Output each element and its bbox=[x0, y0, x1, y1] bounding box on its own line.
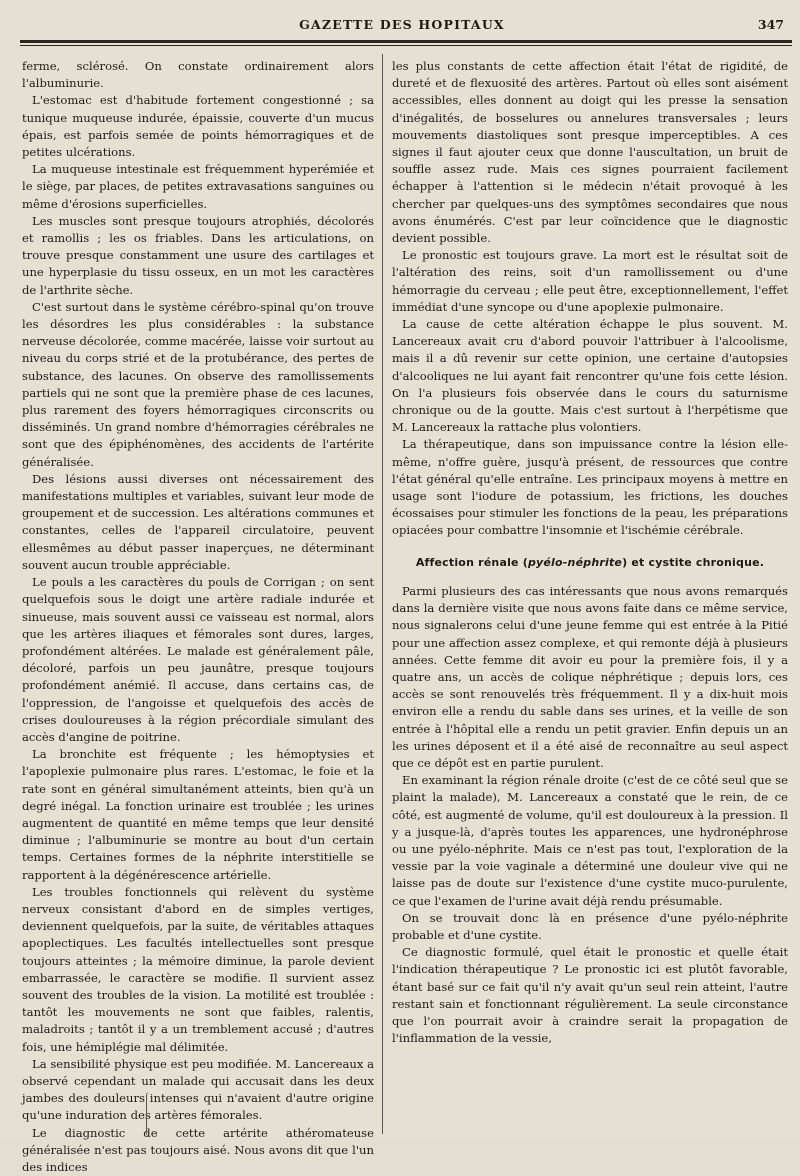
paragraph: La bronchite est fréquente ; les hémoptysies et l'apoplexie pulmonaire plus rares. L'estomac, le foie et la rate sont en général simultanément atteints, bien qu'à un degré inégal. La fonction urinaire est troublée ; les urines augmentent de quantité en même temps que leur densité diminue ; l'albuminurie se montre au bout d'un certain temps. Certaines formes de la néphrite interstitielle se rapportent à la dégénérescence artérielle. bbox=[22, 747, 374, 882]
section-heading-prefix: Affection rénale ( bbox=[415, 555, 528, 569]
paragraph: Les muscles sont presque toujours atrophiés, décolorés et ramollis ; les os friables. Dans les articulations, on trouve presque constamment une usure des cartilages et une hyperplasie du tissu osseux, en un mot les caractères de l'arthrite sèche. bbox=[22, 213, 374, 297]
header-rule-thick bbox=[20, 40, 792, 43]
paragraph: Le pronostic est toujours grave. La mort est le résultat soit de l'altération des reins, soit d'un ramollissement ou d'une hémorragie du cerveau ; elle peut être, exceptionnellement, l'effet immédiat d'une syncope ou d'une apoplexie pulmonaire. bbox=[392, 248, 788, 314]
left-column bbox=[22, 58, 374, 1176]
paragraph: L'estomac est d'habitude fortement congestionné ; sa tunique muqueuse indurée, épaissie, couverte d'un mucus épais, est parfois semée de points hémorragiques et de petites ulcérations. bbox=[22, 93, 374, 160]
journal-title: GAZETTE DES HOPITAUX bbox=[299, 17, 505, 32]
margin-pencil-mark bbox=[146, 1092, 149, 1136]
paragraph: La thérapeutique, dans son impuissance contre la lésion elle-même, n'offre guère, jusqu'à présent, de ressources que contre l'état général qu'elle entraîne. Les principaux moyens à mettre en usage sont l'iodure de potassium, les frictions, les douches écossaises pour stimuler les fonctions de la peau, les préparations opiacées pour combattre l'insomnie et l'ischémie cérébrale. bbox=[392, 437, 788, 538]
paragraph: Ce diagnostic formulé, quel était le pronostic et quelle était l'indication thérapeutique ? Le pronostic ici est plutôt favorable, étant basé sur ce fait qu'il n'y avait qu'un seul rein atteint, l'autre restant sain et fonctionnant régulièrement. La seule circonstance que l'on pourrait avoir à craindre serait la propagation de l'inflammation de la vessie, bbox=[392, 945, 788, 1046]
page-header bbox=[14, 14, 790, 34]
right-column bbox=[392, 58, 788, 1047]
section-heading bbox=[392, 554, 788, 571]
section-heading-suffix: ) et cystite chronique. bbox=[622, 555, 765, 569]
paragraph: ferme, sclérosé. On constate ordinairement alors l'albuminurie. bbox=[22, 59, 374, 91]
paragraph: Des lésions aussi diverses ont nécessairement des manifestations multiples et variables, suivant leur mode de groupement et de succession. Les altérations communes et constantes, celles de l'appareil circulatoire, peuvent ellesmêmes au début passer inaperçues, ne déterminant souvent aucun trouble appréciable. bbox=[22, 471, 374, 572]
paragraph: La sensibilité physique est peu modifiée. M. Lancereaux a observé cependant un malade qui accusait dans les deux jambes des douleurs intenses qui n'avaient d'autre origine qu'une induration des artères fémorales. bbox=[22, 1056, 374, 1123]
paragraph: Le diagnostic de cette artérite athéromateuse généralisée n'est pas toujours aisé. Nous avons dit que l'un des indices bbox=[22, 1125, 374, 1174]
paragraph: Les troubles fonctionnels qui relèvent du système nerveux consistant d'abord en de simples vertiges, deviennent quelquefois, par la suite, de véritables attaques apoplectiques. Les facultés intellectuelles sont presque toujours atteintes ; la mémoire diminue, la parole devient embarrassée, le caractère se modifie. Il survient assez souvent des troubles de la vision. La motilité est troublée : tantôt les mouvements ne sont que faibles, ralentis, maladroits ; tantôt il y a un tremblement accusé ; d'autres fois, une hémiplégie mal délimitée. bbox=[22, 884, 374, 1054]
header-rule-thin bbox=[20, 45, 792, 46]
section-heading-italic: pyélo-néphrite bbox=[527, 555, 623, 569]
page-number: 347 bbox=[757, 17, 784, 32]
paragraph: les plus constants de cette affection était l'état de rigidité, de dureté et de flexuosité des artères. Partout où elles sont aisément accessibles, elles donnent au doigt qui les presse la sensation d'inégalités, de bosselures ou annelures transversales ; leurs mouvements diastoliques sont presque imperceptibles. A ces signes il faut ajouter ceux que donne l'auscultation, un bruit de souffle assez rude. Mais ces signes pourraient facilement échapper à l'attention si le médecin n'était provoqué à les chercher par quelques-uns des symptômes secondaires que nous avons énumérés. C'est par leur coïncidence que le diagnostic devient possible. bbox=[392, 59, 788, 246]
paragraph: Le pouls a les caractères du pouls de Corrigan ; on sent quelquefois sous le doigt une artère radiale indurée et sinueuse, mais souvent aussi ce vaisseau est normal, alors que les artères iliaques et fémorales sont dures, larges, profondément altérées. Le malade est généralement pâle, décoloré, parfois un peu jaunâtre, presque toujours profondément anémié. Il accuse, dans certains cas, de l'oppression, de l'angoisse et quelquefois des accès de crises douloureuses à la région précordiale simulant des accès d'angine de poitrine. bbox=[22, 575, 374, 744]
column-divider bbox=[382, 54, 383, 1134]
paragraph: La cause de cette altération échappe le plus souvent. M. Lancereaux avait cru d'abord pouvoir l'attribuer à l'alcoolisme, mais il a dû revenir sur cette opinion, une certaine d'autopsies d'alcooliques ne lui ayant fait rencontrer qu'une fois cette lésion. On l'a plusieurs fois observée dans le cours du saturnisme chronique ou de la goutte. Mais c'est surtout à l'herpétisme que M. Lancereaux la rattache plus volontiers. bbox=[392, 317, 788, 435]
paragraph: En examinant la région rénale droite (c'est de ce côté seul que se plaint la malade), M. Lancereaux a constaté que le rein, de ce côté, est augmenté de volume, qu'il est douloureux à la pression. Il y a jusque-là, d'après toutes les apparences, une hydronéphrose ou une pyélo-néphrite. Mais ce n'est pas tout, l'exploration de la vessie par la voie vaginale a déterminé une douleur vive qui ne laisse pas de doute sur l'existence d'une cystite muco-purulente, ce que l'examen de l'urine avait déjà rendu présumable. bbox=[392, 773, 788, 908]
paragraph: C'est surtout dans le système cérébro-spinal qu'on trouve les désordres les plus considérables : la substance nerveuse décolorée, comme macérée, laisse voir surtout au niveau du corps strié et de la protubérance, des pertes de substance, des lacunes. On observe des ramollissements partiels qui ne sont que la première phase de ces lacunes, plus rarement des foyers hémorragiques circonscrits ou disséminés. Un grand nombre d'hémorragies cérébrales ne sont que des épiphénomènes, des accidents de l'artérite généralisée. bbox=[22, 299, 374, 469]
paragraph: Parmi plusieurs des cas intéressants que nous avons remarqués dans la dernière visite que nous avons faite dans ce même service, nous signalerons celui d'une jeune femme qui est entrée à la Pitié pour une affection assez complexe, et qui remonte déjà à plusieurs années. Cette femme dit avoir eu pour la première fois, il y a quatre ans, un accès de colique néphrétique ; depuis lors, ces accès se sont renouvelés très fréquemment. Il y a dix-huit mois environ elle a rendu du sable dans ses urines, et la veille de son entrée à l'hôpital elle a rendu un petit gravier. Enfin depuis un an les urines déposent et il a été aisé de reconnaître au seul aspect que ce dépôt est en partie purulent. bbox=[392, 583, 788, 770]
paragraph: La muqueuse intestinale est fréquemment hyperémiée et le siège, par places, de petites extravasations sanguines ou même d'érosions superficielles. bbox=[22, 162, 374, 211]
paragraph: On se trouvait donc là en présence d'une pyélo-néphrite probable et d'une cystite. bbox=[392, 910, 788, 942]
